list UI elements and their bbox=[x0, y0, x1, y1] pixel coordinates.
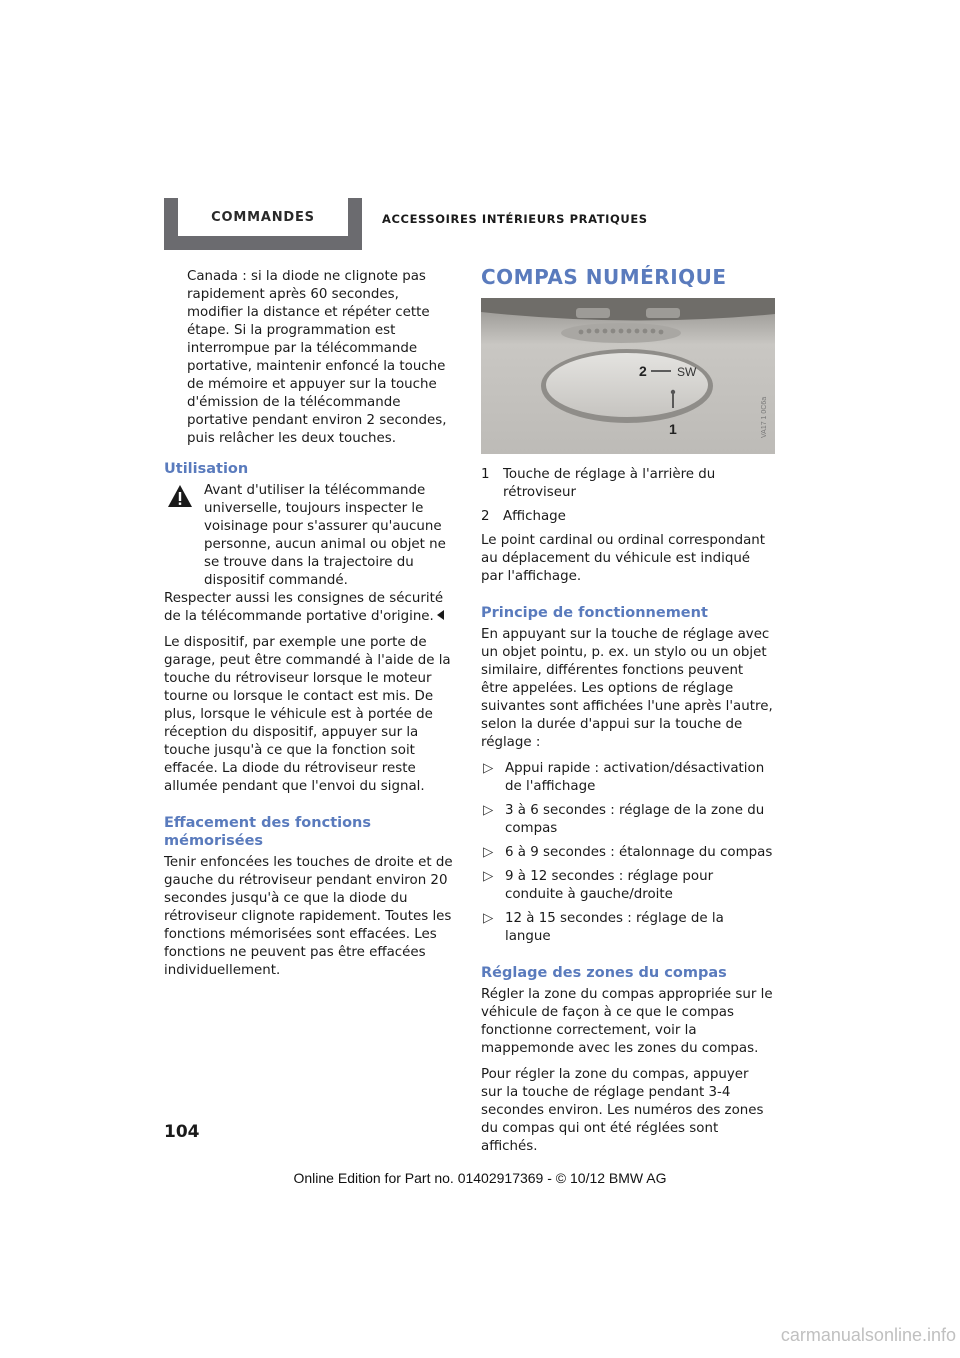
heading-erase: Effacement des fonctions mémorisées bbox=[164, 815, 372, 849]
end-mark-icon bbox=[437, 610, 444, 620]
figure-label-1: 1 bbox=[669, 421, 677, 437]
bullet-item bbox=[481, 760, 773, 796]
chapter-tab-label: COMMANDES bbox=[211, 210, 315, 225]
legend-number: 2 bbox=[481, 509, 490, 524]
bullet-text: 6 à 9 secondes : étalonnage du compas bbox=[505, 845, 773, 860]
warning-text-2: Respecter aussi les consignes de sécurité de la télécommande portative d'origine. bbox=[164, 591, 444, 624]
right-column bbox=[481, 265, 773, 1164]
figure-label-2: 2 bbox=[639, 363, 647, 379]
usage-paragraph: Le dispositif, par exemple une porte de garage, peut être commandé à l'aide de la touche du rétroviseur lorsque le moteur tourne ou lorsque le contact est mis. De plus, lorsque le véhicule est à portée de réception du dispositif, appuyer sur la touche jusqu'à ce que la fonction soit effacée. La diode du rétroviseur reste allumée pendant que l'envoi du signal. bbox=[164, 635, 451, 794]
warning-text: Avant d'utiliser la télécommande universelle, toujours inspecter le voisinage pour s'assurer qu'aucune personne, aucun animal ou objet ne se trouve dans la trajectoire du dispositif commandé. bbox=[204, 483, 446, 588]
bullet-item bbox=[481, 802, 773, 838]
page-number: 104 bbox=[164, 1122, 200, 1142]
principle-paragraph: En appuyant sur la touche de réglage avec un objet pointu, p. ex. un stylo ou un objet similaire, différentes fonctions peuvent être appelées. Les options de réglage suivantes sont affichées l'une après l'autre, selon la durée d'appui sur la touche de réglage : bbox=[481, 627, 773, 750]
heading-principle: Principe de fonctionnement bbox=[481, 605, 708, 621]
erase-paragraph: Tenir enfoncées les touches de droite et de gauche du rétroviseur pendant environ 20 secondes jusqu'à ce que la diode du rétroviseur clignote rapidement. Toutes les fonctions mémorisées sont effacées. Les fonctions ne peuvent pas être effacées individuellement. bbox=[164, 855, 453, 978]
legend-number: 1 bbox=[481, 467, 490, 482]
intro-paragraph: Canada : si la diode ne clignote pas rapidement après 60 secondes, modifier la distance et répéter cette étape. Si la programmation est interrompue par la télécommande portative, maintenir enfoncé la touche de mémoire et appuyer sur la touche d'émission de la télécommande portative pendant environ 2 secondes, puis relâcher les deux touches. bbox=[187, 269, 447, 446]
bullet-item bbox=[481, 868, 773, 904]
zones-paragraph-1: Régler la zone du compas appropriée sur le véhicule de façon à ce que le compas fonctionne correctement, voir la mappemonde avec les zones du compas. bbox=[481, 987, 773, 1056]
bullet-arrow-icon: ▷ bbox=[483, 845, 494, 860]
heading-zones: Réglage des zones du compas bbox=[481, 965, 727, 981]
bullet-text: 9 à 12 secondes : réglage pour conduite à gauche/droite bbox=[505, 869, 714, 902]
bullet-item bbox=[481, 844, 773, 862]
compass-paragraph: Le point cardinal ou ordinal correspondant au déplacement du véhicule est indiqué par l'affichage. bbox=[481, 533, 766, 584]
bullet-text: 3 à 6 secondes : réglage de la zone du compas bbox=[505, 803, 765, 836]
heading-compass: COMPAS NUMÉRIQUE bbox=[481, 265, 727, 289]
figure-display-text: SW bbox=[677, 365, 697, 379]
mirror-photo bbox=[481, 298, 775, 454]
watermark bbox=[0, 1325, 960, 1346]
bullet-arrow-icon: ▷ bbox=[483, 869, 494, 884]
left-column bbox=[164, 268, 456, 988]
figure-code: VA17 1 0C6a bbox=[761, 396, 768, 438]
section-title: ACCESSOIRES INTÉRIEURS PRATIQUES bbox=[382, 212, 648, 226]
chapter-tab bbox=[164, 198, 362, 250]
legend-text: Touche de réglage à l'arrière du rétroviseur bbox=[503, 467, 716, 500]
mirror-illustration bbox=[481, 298, 775, 454]
zones-paragraph-2: Pour régler la zone du compas, appuyer sur la touche de réglage pendant 3-4 secondes environ. Les numéros des zones du compas qui ont été réglées sont affichés. bbox=[481, 1067, 764, 1154]
legend-text: Affichage bbox=[503, 509, 566, 524]
legend-item bbox=[481, 508, 773, 526]
footer-edition: Online Edition for Part no. 01402917369 - © 10/12 BMW AG bbox=[293, 1170, 667, 1186]
bullet-arrow-icon: ▷ bbox=[483, 803, 494, 818]
bullet-arrow-icon: ▷ bbox=[483, 761, 494, 776]
bullet-text: Appui rapide : activation/désactivation de l'affichage bbox=[505, 761, 765, 794]
bullet-item bbox=[481, 910, 773, 946]
bullet-arrow-icon: ▷ bbox=[483, 911, 494, 926]
bullet-text: 12 à 15 secondes : réglage de la langue bbox=[505, 911, 724, 944]
legend-item bbox=[481, 466, 773, 502]
warning-icon bbox=[167, 484, 193, 508]
heading-usage: Utilisation bbox=[164, 461, 249, 477]
warning-block bbox=[164, 482, 456, 626]
watermark-text: carmanualsonline.info bbox=[780, 1325, 956, 1345]
